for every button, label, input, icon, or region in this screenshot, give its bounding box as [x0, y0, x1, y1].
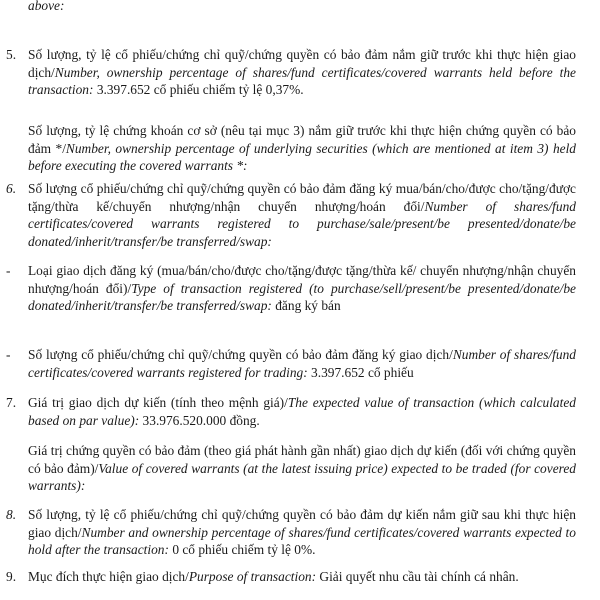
item-en-text: Type of transaction registered (to purchase/sell/present/be presented/donate/be donated/inherit/transfer/be transferred/swap: — [28, 280, 576, 313]
item-text — [28, 442, 576, 495]
item-en-text: Purpose of transaction: — [188, 569, 317, 584]
item-text — [28, 46, 576, 99]
item-vi-text: Mục đích thực hiện giao dịch/ — [28, 569, 189, 584]
item-marker: 5. — [6, 47, 17, 62]
bullet-marker: - — [6, 347, 11, 362]
item-marker: 6. — [6, 181, 17, 196]
bullet-marker: - — [6, 263, 11, 278]
item-text — [28, 262, 576, 315]
item-value: Giải quyết nhu cầu tài chính cá nhân. — [316, 569, 519, 584]
item-text — [28, 506, 576, 559]
item-value: đăng ký bán — [271, 298, 341, 313]
item-value: 0 cổ phiếu chiếm tỷ lệ 0%. — [168, 542, 316, 557]
item-vi-text: Giá trị giao dịch dự kiến (tính theo mệnh giá)/ — [28, 395, 288, 410]
item-marker: 8. — [6, 507, 17, 522]
item-vi-text: Số lượng cổ phiếu/chứng chỉ quỹ/chứng quyền có bảo đảm đăng ký giao dịch/ — [28, 347, 453, 362]
item-marker: 9. — [6, 569, 17, 584]
item-vi-text: Số lượng cổ phiếu/chứng chỉ quỹ/chứng quyền có bảo đảm đăng ký mua/bán/cho/được cho/tặng/được tặng/thừa kế/chuyển nhượng/nhận chuyển nhượng/hoán đổi/ — [28, 181, 576, 214]
item-vi-text: Số lượng, tỷ lệ cổ phiếu/chứng chỉ quỹ/chứng quyền có bảo đảm nắm giữ trước khi thực hiện giao dịch/ — [28, 47, 576, 80]
item-value: 33.976.520.000 đồng. — [139, 412, 260, 428]
item-vi-text: Số lượng, tỷ lệ cổ phiếu/chứng chỉ quỹ/chứng quyền có bảo đảm dự kiến nắm giữ sau khi thực hiện giao dịch/ — [28, 507, 576, 540]
item-vi-text: Loại giao dịch đăng ký (mua/bán/cho/được cho/tặng/được tặng/thừa kế/ chuyển nhượng/nhận chuyển nhượng/hoán đổi)/ — [28, 263, 576, 296]
item-en-text: Number of shares/fund certificates/covered warrants registered for trading: — [28, 347, 576, 380]
item-en-text: Number and ownership percentage of shares/fund certificates/covered warrants expected to hold after the transaction: — [28, 524, 576, 557]
item-value: 3.397.652 cổ phiếu — [307, 364, 414, 380]
item-marker: 7. — [6, 395, 17, 410]
item-text — [28, 394, 576, 429]
item-vi-text: Số lượng, tỷ lệ chứng khoán cơ sở (nêu tại mục 3) nắm giữ trước khi thực hiện chứng quyền có bảo đảm */ — [28, 123, 576, 156]
item-en-text: Number, ownership percentage of underlying securities (which are mentioned at item 3) held before executing the covered warrants *: — [28, 140, 576, 173]
item-text — [28, 180, 576, 250]
item-vi-text: Giá trị chứng quyền có bảo đảm (theo giá phát hành gần nhất) giao dịch dự kiến (đối với chứng quyền có bảo đảm)/ — [28, 443, 576, 476]
top-fragment: above: — [28, 0, 65, 13]
item-text — [28, 122, 576, 175]
item-en-text: Number of shares/fund certificates/covered warrants registered to purchase/sale/present/be presented/donate/be donated/inherit/transfer/be transferred/swap: — [28, 198, 576, 249]
item-en-text: The expected value of transaction (which calculated based on par value): — [28, 395, 576, 428]
item-text — [28, 568, 576, 586]
item-text — [28, 346, 576, 381]
item-en-text: Number, ownership percentage of shares/fund certificates/covered warrants held before the transaction: — [28, 64, 576, 97]
item-en-text: Value of covered warrants (at the latest issuing price) expected to be traded (for covered warrants): — [28, 460, 576, 493]
item-value: 3.397.652 cổ phiếu chiếm tỷ lệ 0,37%. — [93, 82, 304, 97]
